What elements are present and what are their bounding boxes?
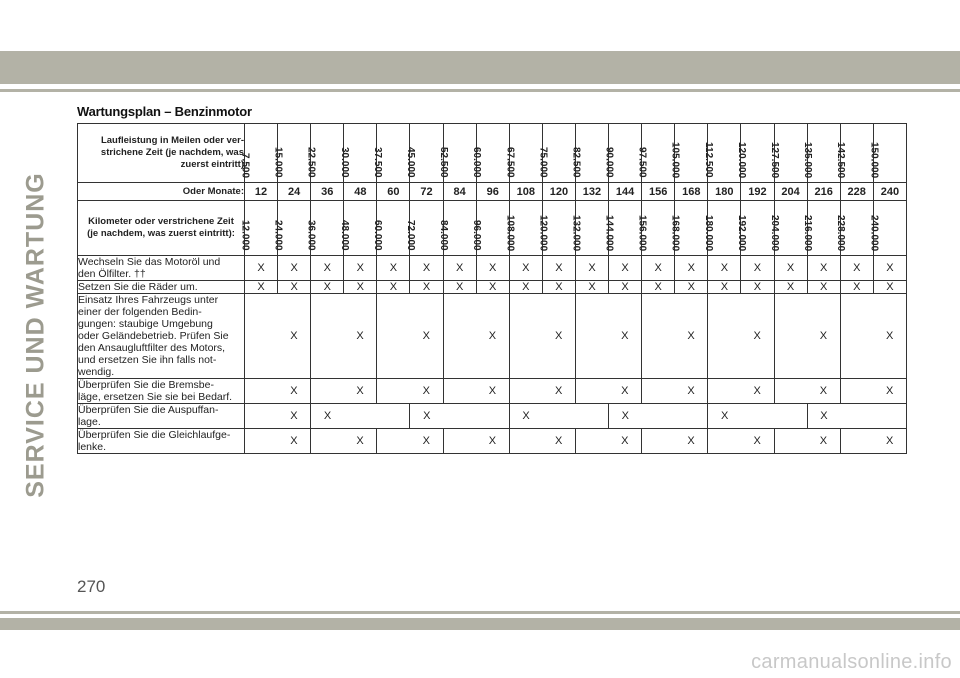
km-row-label-line: Kilometer oder verstrichene Zeit bbox=[88, 216, 234, 227]
task-mark bbox=[774, 404, 807, 429]
km-row-value: 60.000 bbox=[371, 220, 383, 251]
km-row-value: 108.000 bbox=[504, 214, 516, 251]
miles-row-value: 135.000 bbox=[802, 141, 814, 178]
miles-row-value: 37.500 bbox=[371, 147, 383, 178]
task-mark bbox=[443, 294, 476, 379]
task-mark: X bbox=[542, 256, 575, 281]
task-mark: X bbox=[311, 281, 344, 294]
task-mark bbox=[675, 404, 708, 429]
miles-row-label-line: Laufleistung in Meilen oder ver- bbox=[100, 135, 244, 146]
task-mark: X bbox=[377, 256, 410, 281]
miles-row-value: 112.500 bbox=[702, 142, 714, 178]
task-description-line: gungen: staubige Umgebung bbox=[78, 318, 213, 330]
task-mark bbox=[443, 404, 476, 429]
km-row-value: 228.000 bbox=[835, 214, 847, 251]
miles-row-value: 127.500 bbox=[769, 141, 780, 178]
task-row bbox=[78, 404, 907, 429]
task-mark bbox=[840, 429, 873, 454]
task-mark bbox=[377, 294, 410, 379]
header-rule bbox=[0, 89, 960, 92]
months-value: 156 bbox=[642, 183, 675, 201]
miles-row-label-line: zuerst eintritt) bbox=[180, 159, 244, 170]
months-value: 24 bbox=[278, 183, 311, 201]
task-mark: X bbox=[741, 256, 774, 281]
task-mark bbox=[245, 404, 278, 429]
task-mark bbox=[575, 294, 608, 379]
task-mark bbox=[708, 429, 741, 454]
task-mark bbox=[840, 404, 873, 429]
task-mark bbox=[443, 429, 476, 454]
task-description-line: Einsatz Ihres Fahrzeugs unter bbox=[78, 294, 219, 306]
task-description-line: Überprüfen Sie die Auspuffan- bbox=[78, 404, 219, 416]
task-description-line: Überprüfen Sie die Bremsbe- bbox=[78, 379, 214, 391]
miles-row-value: 7.500 bbox=[239, 152, 251, 178]
task-mark bbox=[575, 429, 608, 454]
km-row-value: 192.000 bbox=[735, 214, 747, 251]
task-mark: X bbox=[741, 429, 774, 454]
months-value: 72 bbox=[410, 183, 443, 201]
miles-row-value: 15.000 bbox=[272, 147, 284, 178]
km-row-value: 168.000 bbox=[669, 214, 681, 251]
km-row-value: 180.000 bbox=[702, 214, 714, 251]
months-value: 144 bbox=[609, 183, 642, 201]
km-row-value: 144.000 bbox=[603, 214, 615, 251]
miles-row-value: 22.500 bbox=[305, 147, 317, 178]
task-description-line: läge, ersetzen Sie sie bei Bedarf. bbox=[78, 391, 233, 403]
task-description-line: oder Geländebetrieb. Prüfen Sie bbox=[78, 330, 229, 342]
task-row bbox=[78, 429, 907, 454]
task-mark bbox=[509, 429, 542, 454]
header-band bbox=[0, 51, 960, 84]
km-row-value: 72.000 bbox=[404, 220, 416, 251]
task-mark: X bbox=[708, 281, 741, 294]
task-mark: X bbox=[542, 281, 575, 294]
task-mark: X bbox=[807, 379, 840, 404]
km-row-value: 12.000 bbox=[239, 220, 251, 251]
task-mark: X bbox=[311, 404, 344, 429]
months-value: 240 bbox=[873, 183, 906, 201]
months-value: 168 bbox=[675, 183, 708, 201]
task-mark: X bbox=[741, 294, 774, 379]
task-mark bbox=[840, 294, 873, 379]
task-mark: X bbox=[675, 281, 708, 294]
km-row-value: 24.000 bbox=[272, 220, 284, 251]
months-value: 120 bbox=[542, 183, 575, 201]
miles-row-label-line: strichene Zeit (je nachdem, was bbox=[100, 147, 244, 158]
months-value: 96 bbox=[476, 183, 509, 201]
task-mark: X bbox=[443, 256, 476, 281]
months-value: 132 bbox=[575, 183, 608, 201]
page-number: 270 bbox=[77, 577, 106, 596]
task-mark: X bbox=[278, 256, 311, 281]
task-mark: X bbox=[609, 281, 642, 294]
task-mark bbox=[245, 294, 278, 379]
task-mark: X bbox=[476, 429, 509, 454]
miles-row-cell bbox=[868, 124, 906, 183]
task-description-line: und ersetzen Sie ihn falls not- bbox=[78, 354, 217, 366]
miles-row-label bbox=[78, 124, 245, 183]
months-value: 12 bbox=[245, 183, 278, 201]
task-mark: X bbox=[609, 256, 642, 281]
task-mark: X bbox=[344, 256, 377, 281]
task-mark: X bbox=[410, 404, 443, 429]
task-mark bbox=[575, 404, 608, 429]
task-mark bbox=[311, 294, 344, 379]
task-mark: X bbox=[807, 404, 840, 429]
task-mark: X bbox=[807, 256, 840, 281]
miles-row-value: 60.000 bbox=[471, 147, 483, 178]
months-value: 36 bbox=[311, 183, 344, 201]
task-mark bbox=[377, 379, 410, 404]
task-mark: X bbox=[642, 281, 675, 294]
task-description-line: lenke. bbox=[78, 441, 107, 453]
miles-row-value: 97.500 bbox=[636, 147, 648, 178]
task-mark bbox=[840, 379, 873, 404]
miles-row-value: 90.000 bbox=[603, 147, 615, 178]
task-mark: X bbox=[476, 294, 509, 379]
miles-row-value: 105.000 bbox=[669, 141, 681, 178]
miles-row-value: 45.000 bbox=[404, 147, 416, 178]
task-mark bbox=[542, 404, 575, 429]
task-description-line: den Ölfilter. †† bbox=[78, 268, 146, 280]
km-row-value: 120.000 bbox=[537, 214, 549, 251]
task-mark: X bbox=[509, 281, 542, 294]
task-mark: X bbox=[575, 256, 608, 281]
task-mark: X bbox=[344, 281, 377, 294]
km-row-value: 96.000 bbox=[471, 220, 483, 251]
task-mark: X bbox=[873, 256, 906, 281]
months-value: 108 bbox=[509, 183, 542, 201]
task-description bbox=[78, 429, 245, 454]
km-row-value: 36.000 bbox=[305, 220, 317, 251]
task-mark bbox=[509, 294, 542, 379]
task-mark: X bbox=[609, 429, 642, 454]
miles-row-value: 142.500 bbox=[835, 141, 847, 178]
km-row-value: 240.000 bbox=[868, 214, 880, 251]
task-mark bbox=[873, 404, 906, 429]
task-description-line: Überprüfen Sie die Gleichlaufge- bbox=[78, 429, 231, 441]
task-mark bbox=[575, 379, 608, 404]
task-mark bbox=[344, 404, 377, 429]
miles-row-value: 150.000 bbox=[868, 141, 880, 178]
km-row-value: 132.000 bbox=[570, 214, 582, 251]
task-row bbox=[78, 281, 907, 294]
task-mark: X bbox=[410, 429, 443, 454]
km-row-value: 156.000 bbox=[636, 214, 648, 251]
task-mark bbox=[377, 404, 410, 429]
task-description bbox=[78, 281, 245, 294]
task-description-line: Wechseln Sie das Motoröl und bbox=[78, 256, 221, 268]
task-mark: X bbox=[476, 256, 509, 281]
task-description bbox=[78, 379, 245, 404]
task-mark bbox=[509, 379, 542, 404]
task-mark: X bbox=[675, 379, 708, 404]
months-value: 204 bbox=[774, 183, 807, 201]
task-mark: X bbox=[675, 294, 708, 379]
km-row-value: 84.000 bbox=[438, 220, 450, 251]
footer-band bbox=[0, 618, 960, 630]
miles-row-value: 52.500 bbox=[438, 147, 450, 178]
task-mark bbox=[443, 379, 476, 404]
task-mark bbox=[642, 294, 675, 379]
task-mark: X bbox=[344, 294, 377, 379]
task-mark: X bbox=[344, 429, 377, 454]
months-value: 84 bbox=[443, 183, 476, 201]
task-mark bbox=[245, 379, 278, 404]
task-mark: X bbox=[708, 404, 741, 429]
side-section-title-text: SERVICE UND WARTUNG bbox=[21, 172, 50, 498]
task-mark: X bbox=[278, 404, 311, 429]
task-row bbox=[78, 379, 907, 404]
task-mark: X bbox=[410, 294, 443, 379]
task-description-line: Setzen Sie die Räder um. bbox=[78, 281, 198, 293]
task-row bbox=[78, 294, 907, 379]
task-mark bbox=[774, 429, 807, 454]
task-mark: X bbox=[410, 379, 443, 404]
task-mark bbox=[741, 404, 774, 429]
months-value: 228 bbox=[840, 183, 873, 201]
task-mark: X bbox=[509, 256, 542, 281]
task-mark: X bbox=[443, 281, 476, 294]
task-mark: X bbox=[840, 256, 873, 281]
task-mark: X bbox=[774, 281, 807, 294]
task-row bbox=[78, 256, 907, 281]
task-mark: X bbox=[542, 294, 575, 379]
task-mark: X bbox=[410, 281, 443, 294]
miles-row-value: 67.500 bbox=[504, 147, 516, 178]
task-mark: X bbox=[344, 379, 377, 404]
task-mark: X bbox=[542, 379, 575, 404]
task-mark: X bbox=[476, 281, 509, 294]
maintenance-table bbox=[77, 123, 907, 454]
km-row-cell bbox=[868, 201, 906, 256]
task-mark bbox=[708, 294, 741, 379]
task-mark: X bbox=[278, 294, 311, 379]
task-mark: X bbox=[873, 281, 906, 294]
task-mark bbox=[708, 379, 741, 404]
task-mark: X bbox=[840, 281, 873, 294]
task-mark: X bbox=[278, 281, 311, 294]
km-row bbox=[78, 201, 907, 256]
task-mark: X bbox=[245, 256, 278, 281]
task-mark: X bbox=[675, 429, 708, 454]
task-mark: X bbox=[807, 294, 840, 379]
months-value: 48 bbox=[344, 183, 377, 201]
task-mark: X bbox=[675, 256, 708, 281]
miles-row-value: 82.500 bbox=[570, 147, 582, 178]
months-value: 180 bbox=[708, 183, 741, 201]
task-mark: X bbox=[609, 294, 642, 379]
task-mark: X bbox=[377, 281, 410, 294]
task-mark bbox=[476, 404, 509, 429]
task-mark: X bbox=[509, 404, 542, 429]
months-value: 192 bbox=[741, 183, 774, 201]
task-mark: X bbox=[311, 256, 344, 281]
task-description-line: den Ansaugluftfilter des Motors, bbox=[78, 342, 226, 354]
task-mark bbox=[311, 429, 344, 454]
task-mark: X bbox=[807, 429, 840, 454]
task-description bbox=[78, 256, 245, 281]
task-mark: X bbox=[609, 404, 642, 429]
task-description-line: lage. bbox=[78, 416, 101, 428]
task-mark bbox=[311, 379, 344, 404]
task-mark: X bbox=[774, 256, 807, 281]
months-value: 216 bbox=[807, 183, 840, 201]
task-mark bbox=[642, 404, 675, 429]
months-row bbox=[78, 183, 907, 201]
task-mark: X bbox=[410, 256, 443, 281]
months-row-label: Oder Monate: bbox=[78, 183, 245, 201]
page-heading: Wartungsplan – Benzinmotor bbox=[77, 104, 252, 119]
task-mark: X bbox=[873, 379, 906, 404]
task-mark: X bbox=[609, 379, 642, 404]
task-mark bbox=[774, 379, 807, 404]
km-row-value: 216.000 bbox=[802, 214, 814, 251]
task-mark: X bbox=[542, 429, 575, 454]
task-description bbox=[78, 404, 245, 429]
miles-row-value: 120.000 bbox=[735, 141, 747, 178]
task-mark: X bbox=[873, 294, 906, 379]
task-mark bbox=[642, 429, 675, 454]
task-mark: X bbox=[278, 429, 311, 454]
km-row-value: 48.000 bbox=[338, 220, 350, 251]
months-value: 60 bbox=[377, 183, 410, 201]
task-mark: X bbox=[741, 281, 774, 294]
task-mark: X bbox=[708, 256, 741, 281]
km-row-value: 204.000 bbox=[769, 214, 780, 251]
task-mark: X bbox=[245, 281, 278, 294]
task-mark bbox=[642, 379, 675, 404]
km-row-label bbox=[78, 201, 245, 256]
task-mark: X bbox=[575, 281, 608, 294]
task-mark bbox=[245, 429, 278, 454]
task-mark bbox=[774, 294, 807, 379]
task-mark: X bbox=[642, 256, 675, 281]
miles-row-value: 75.000 bbox=[537, 147, 549, 178]
miles-row-value: 30.000 bbox=[338, 147, 350, 178]
miles-row bbox=[78, 124, 907, 183]
task-description-line: einer der folgenden Bedin- bbox=[78, 306, 202, 318]
km-row-label-line: (je nachdem, was zuerst eintritt): bbox=[87, 228, 235, 239]
task-mark: X bbox=[278, 379, 311, 404]
task-description-line: wendig. bbox=[78, 366, 115, 378]
task-mark: X bbox=[741, 379, 774, 404]
watermark: carmanualsonline.info bbox=[751, 651, 952, 673]
footer-rule bbox=[0, 611, 960, 614]
task-mark: X bbox=[476, 379, 509, 404]
task-description bbox=[78, 294, 245, 379]
task-mark: X bbox=[807, 281, 840, 294]
task-mark: X bbox=[873, 429, 906, 454]
task-mark bbox=[377, 429, 410, 454]
